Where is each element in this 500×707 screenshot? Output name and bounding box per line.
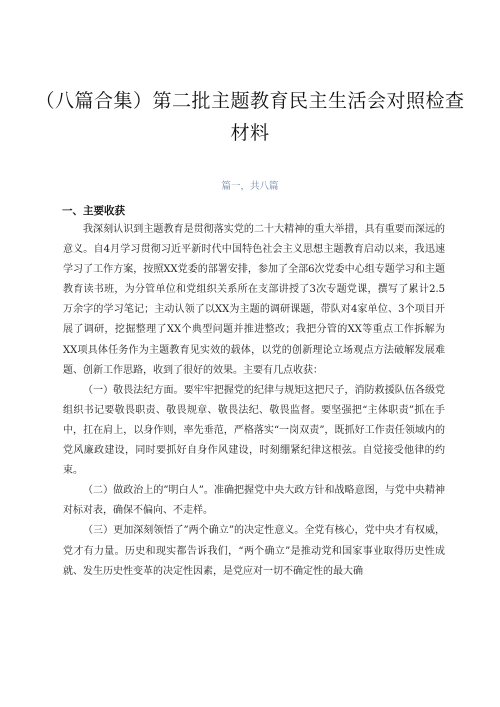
paragraph-item-3: （三）更加深刻领悟了”两个确立”的决定性意义。全党有核心，党中央才有权威，党才有力量。历史和现实都告诉我们，“两个确立”是推动党和国家事业取得历史性成就、发生历史性变革的决定性因素，是党应对一切不确定性的最大确	[63, 525, 445, 577]
paragraph-intro: 我深刻认识到主题教育是贯彻落实党的二十大精神的重大举措，具有重要而深远的意义。自4月学习贯彻习近平新时代中国特色社会主义思想主题教育启动以来，我迅速学习了工作方案，按照XX党委的部署安排，参加了全部6次党委中心组专题学习和主题教育读书班，为分管单位和党组织关系所在支部讲授了3次专题党课，撰写了累计2.5万余字的学习笔记；主动认领了以XX为主题的调研课题，带队对4家单位、3个项目开展了调研，挖掘整理了XX个典型问题并推进整改；我把分管的XX等重点工作拆解为XX项具体任务作为主题教育见实效的载体，以党的创新理论立场观点方法破解发展难题、创新工作思路，收到了很好的效果。主要有几点收获：	[63, 224, 445, 376]
document-body	[63, 220, 445, 582]
paragraph-item-1: （一）敬畏法纪方面。要牢牢把握党的纪律与规矩这把尺子，消防救援队伍各级党组织书记要敬畏职责、敬畏规章、敬畏法纪、敬畏监督。要坚强把“主体职责”抓在手中，扛在肩上，以身作则，率先垂范，严格落实“一岗双责”，既抓好工作责任领域内的党风廉政建设，同时要抓好自身作风建设，时刻绷紧纪律这根弦。自觉接受他律的约束。	[63, 384, 445, 477]
document-title-line-2: 材料	[230, 122, 270, 144]
document-title-line-1: （八篇合集）第二批主题教育民主生活会对照检查	[35, 90, 465, 112]
paragraph-item-2: （二）做政治上的”明白人”。准确把握党中央大政方针和战略意图，与党中央精神对标对表，确保不偏向、不走样。	[63, 485, 445, 517]
part-label: 篇一，共八篇	[221, 181, 279, 192]
section-heading: 一、主要收获	[62, 205, 125, 217]
